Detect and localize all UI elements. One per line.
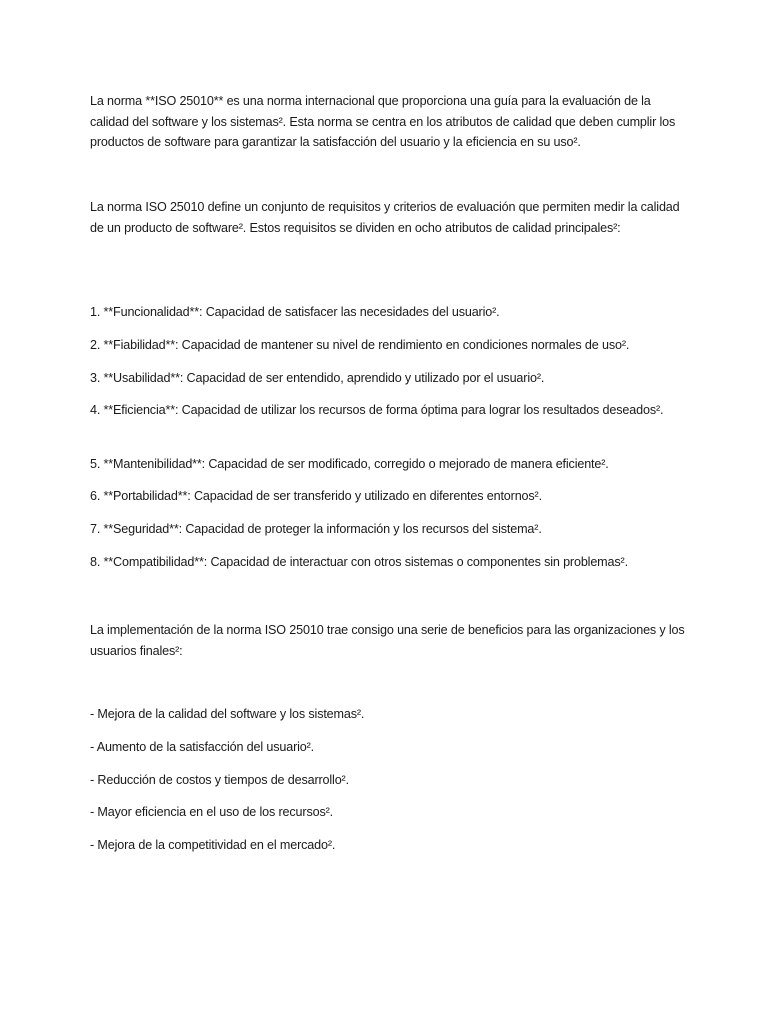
benefit-item-cost-reduction: - Reducción de costos y tiempos de desarrollo².	[90, 773, 349, 787]
attribute-item-functionality: 1. **Funcionalidad**: Capacidad de satisfacer las necesidades del usuario².	[90, 305, 500, 319]
benefit-item-efficiency: - Mayor eficiencia en el uso de los recursos².	[90, 805, 333, 819]
attribute-item-maintainability: 5. **Mantenibilidad**: Capacidad de ser modificado, corregido o mejorado de manera eficiente².	[90, 457, 609, 471]
attribute-item-compatibility: 8. **Compatibilidad**: Capacidad de interactuar con otros sistemas o componentes sin problemas².	[90, 555, 628, 569]
intro-paragraph: La norma **ISO 25010** es una norma internacional que proporciona una guía para la evaluación de la calidad del software y los sistemas². Esta norma se centra en los atributos de calidad que deben cumplir los productos de software para garantizar la satisfacción del usuario y la eficiencia en su uso².	[90, 94, 676, 149]
benefit-item-quality: - Mejora de la calidad del software y los sistemas².	[90, 707, 365, 721]
benefit-item-satisfaction: - Aumento de la satisfacción del usuario².	[90, 740, 315, 754]
attribute-item-security: 7. **Seguridad**: Capacidad de proteger la información y los recursos del sistema².	[90, 522, 542, 536]
attribute-item-efficiency: 4. **Eficiencia**: Capacidad de utilizar los recursos de forma óptima para lograr los resultados deseados².	[90, 403, 664, 417]
attribute-item-usability: 3. **Usabilidad**: Capacidad de ser entendido, aprendido y utilizado por el usuario².	[90, 371, 545, 385]
attribute-item-portability: 6. **Portabilidad**: Capacidad de ser transferido y utilizado en diferentes entornos².	[90, 489, 542, 503]
attribute-item-reliability: 2. **Fiabilidad**: Capacidad de mantener su nivel de rendimiento en condiciones normales de uso².	[90, 338, 630, 352]
benefits-paragraph: La implementación de la norma ISO 25010 trae consigo una serie de beneficios para las organizaciones y los usuarios finales²:	[90, 623, 685, 658]
benefit-item-competitiveness: - Mejora de la competitividad en el mercado².	[90, 838, 336, 852]
requirements-paragraph: La norma ISO 25010 define un conjunto de requisitos y criterios de evaluación que permiten medir la calidad de un producto de software². Estos requisitos se dividen en ocho atributos de calidad principales²:	[90, 200, 680, 235]
